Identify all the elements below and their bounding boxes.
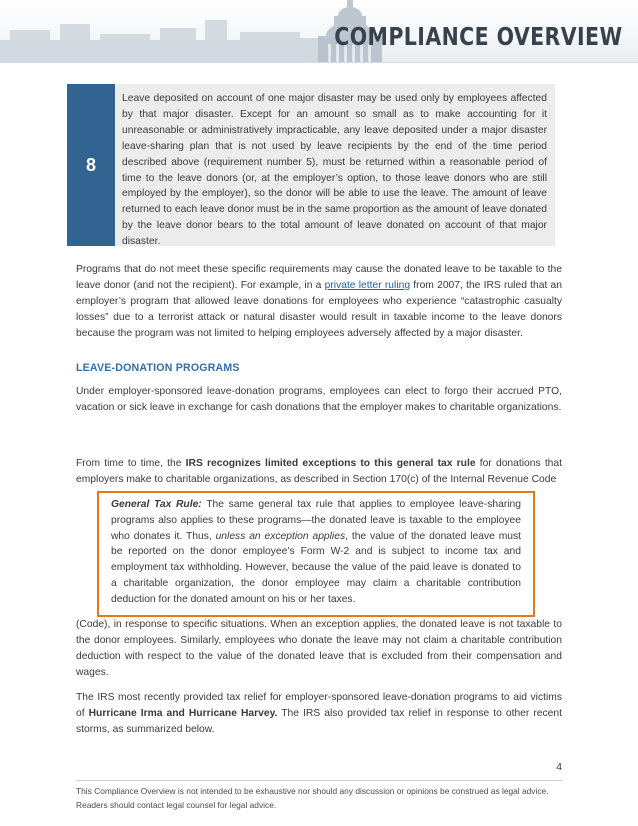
callout-body: , the value of the donated leave must be reported on the donor employee’s Form W-2 and is subject to income tax and employment tax withholding. However, because the value of the paid leave is donated to a charitable organization, the donor employee may claim a charitable contribution deduction for the donated amount on his or her taxes. xyxy=(111,530,522,605)
paragraph-text: The IRS also provided tax relief in response to other recent storms, as summarized below. xyxy=(76,708,562,735)
paragraph-text: From time to time, the xyxy=(76,458,186,469)
header-divider xyxy=(0,62,638,63)
requirement-text: Leave deposited on account of one major disaster may be used only by employees affected by that major disaster. Except for an amount so small as to make accounting for it unreasonable or administratively impracticable, any leave deposited under a major disaster leave-sharing plan that is not used by leave recipients by the end of the time period described above (requirement number 5), must be returned within a reasonable period of time to the leave donors (or, at the employer’s option, to those leave donors who are still employed by the employer), so the donor will be able to use the leave. The amount of leave returned to each leave donor must be in the same proportion as the amount of leave donated by the leave donor bears to the total amount of leave donated on account of that major disaster. xyxy=(122,93,547,248)
paragraph-irs-exceptions xyxy=(76,456,562,488)
paragraph-text: for donations that employers make to charitable organizations, as described in Section 170(c) of the Internal Revenue Code xyxy=(76,458,562,485)
general-tax-rule-callout xyxy=(97,491,535,617)
paragraph-text: Programs that do not meet these specific requirements may cause the donated leave to be taxable to the leave donor (and not the recipient). For example, in a xyxy=(76,264,562,291)
emphasis-text: IRS recognizes limited exceptions to this general tax rule xyxy=(185,458,476,469)
paragraph-hurricane-relief xyxy=(76,690,562,738)
callout-italic: unless an exception applies xyxy=(215,530,346,542)
paragraph-code-exception: (Code), in response to specific situations. When an exception applies, the donated leave is not taxable to the donor employees. Similarly, employees who donate the leave may not claim a charitable contribution deduction with respect to the value of the donated leave that is excluded from their compensation and wages. xyxy=(76,619,562,678)
requirement-box xyxy=(67,84,555,246)
paragraph-taxable-leave xyxy=(76,262,562,342)
requirement-number: 8 xyxy=(67,84,115,246)
page-header xyxy=(0,0,638,62)
paragraph-leave-donation: Under employer-sponsored leave-donation programs, employees can elect to forgo their accrued PTO, vacation or sick leave in exchange for cash donations that the employer makes to charitable organizations. xyxy=(76,386,562,413)
paragraph-text: The IRS most recently provided tax relief for employer-sponsored leave-donation programs to aid victims of xyxy=(76,692,562,719)
footer-line: Readers should contact legal counsel for legal advice. xyxy=(76,800,277,810)
page-number: 4 xyxy=(556,762,562,773)
section-heading: LEAVE-DONATION PROGRAMS xyxy=(76,362,240,374)
footer-divider xyxy=(76,780,562,781)
callout-text xyxy=(111,497,521,608)
emphasis-text: Hurricane Irma and Hurricane Harvey. xyxy=(88,708,278,719)
callout-label: General Tax Rule: xyxy=(111,499,202,510)
private-letter-ruling-link[interactable]: private letter ruling xyxy=(324,280,411,291)
footer-line: This Compliance Overview is not intended to be exhaustive nor should any discussion or opinions be construed as legal advice. xyxy=(76,786,549,796)
header-title: COMPLIANCE OVERVIEW xyxy=(333,22,622,51)
paragraph-text: from 2007, the IRS ruled that an employer’s program that allowed leave donations for employees who experience “catastrophic casualty losses” due to a terrorist attack or natural disaster would result in taxable income to the leave donors because the program was not limited to helping employees adversely affected by a major disaster. xyxy=(76,280,563,339)
footer-disclaimer xyxy=(76,784,576,812)
callout-body: The same general tax rule that applies to employee leave-sharing programs also applies to these programs—the donated leave is taxable to the employee who donates it. Thus, xyxy=(111,499,521,542)
